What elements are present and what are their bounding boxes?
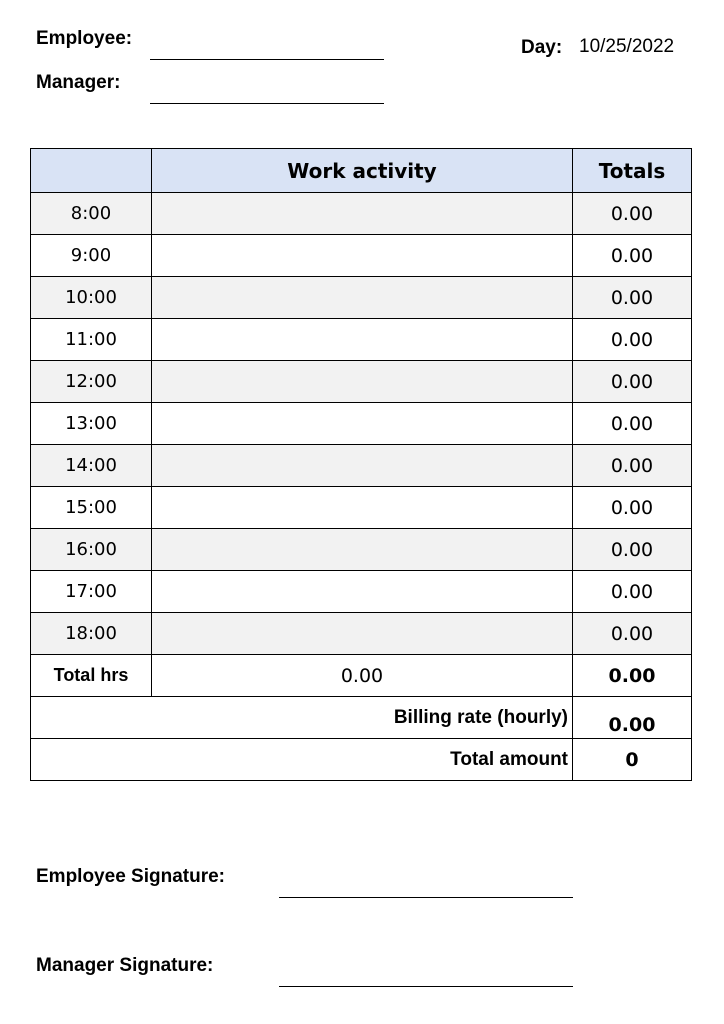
manager-signature-field[interactable] <box>279 986 573 987</box>
total-cell: 0.00 <box>573 487 692 529</box>
column-header-totals: Totals <box>573 149 692 193</box>
total-cell: 0.00 <box>573 277 692 319</box>
manager-field[interactable] <box>150 103 384 104</box>
total-amount-row <box>31 739 692 781</box>
total-cell: 0.00 <box>573 613 692 655</box>
column-header-time <box>31 149 152 193</box>
table-row <box>31 319 692 361</box>
activity-cell[interactable] <box>152 529 573 571</box>
total-cell: 0.00 <box>573 445 692 487</box>
time-cell: 11:00 <box>31 319 152 361</box>
table-row <box>31 235 692 277</box>
table-row <box>31 529 692 571</box>
activity-cell[interactable] <box>152 403 573 445</box>
billing-rate-label: Billing rate (hourly) <box>31 697 573 739</box>
total-hrs-total-value: 0.00 <box>573 655 692 697</box>
table-row <box>31 277 692 319</box>
table-row <box>31 445 692 487</box>
billing-rate-row <box>31 697 692 739</box>
employee-signature-label: Employee Signature: <box>36 866 225 887</box>
table-row <box>31 193 692 235</box>
employee-label: Employee: <box>36 28 133 49</box>
time-cell: 14:00 <box>31 445 152 487</box>
manager-signature-label: Manager Signature: <box>36 955 214 976</box>
table-row <box>31 403 692 445</box>
employee-signature-field[interactable] <box>279 897 573 898</box>
billing-rate-value[interactable]: 0.00 <box>573 697 692 739</box>
time-cell: 13:00 <box>31 403 152 445</box>
total-cell: 0.00 <box>573 319 692 361</box>
table-header-row <box>31 149 692 193</box>
total-cell: 0.00 <box>573 193 692 235</box>
total-cell: 0.00 <box>573 361 692 403</box>
time-cell: 18:00 <box>31 613 152 655</box>
table-row <box>31 613 692 655</box>
time-cell: 16:00 <box>31 529 152 571</box>
time-cell: 9:00 <box>31 235 152 277</box>
time-cell: 10:00 <box>31 277 152 319</box>
total-cell: 0.00 <box>573 529 692 571</box>
total-cell: 0.00 <box>573 403 692 445</box>
total-hrs-activity-value: 0.00 <box>152 655 573 697</box>
total-amount-label: Total amount <box>31 739 573 781</box>
timesheet-table <box>30 148 692 781</box>
total-cell: 0.00 <box>573 571 692 613</box>
activity-cell[interactable] <box>152 361 573 403</box>
day-value: 10/25/2022 <box>579 36 675 57</box>
time-cell: 12:00 <box>31 361 152 403</box>
total-hrs-row <box>31 655 692 697</box>
total-amount-value: 0 <box>573 739 692 781</box>
employee-field[interactable] <box>150 59 384 60</box>
total-cell: 0.00 <box>573 235 692 277</box>
activity-cell[interactable] <box>152 613 573 655</box>
total-hrs-label: Total hrs <box>31 655 152 697</box>
table-row <box>31 361 692 403</box>
table-row <box>31 487 692 529</box>
manager-label: Manager: <box>36 72 121 93</box>
day-label: Day: <box>521 37 563 58</box>
activity-cell[interactable] <box>152 277 573 319</box>
time-cell: 17:00 <box>31 571 152 613</box>
table-row <box>31 571 692 613</box>
activity-cell[interactable] <box>152 571 573 613</box>
time-cell: 8:00 <box>31 193 152 235</box>
activity-cell[interactable] <box>152 487 573 529</box>
activity-cell[interactable] <box>152 235 573 277</box>
activity-cell[interactable] <box>152 193 573 235</box>
activity-cell[interactable] <box>152 445 573 487</box>
activity-cell[interactable] <box>152 319 573 361</box>
column-header-work-activity: Work activity <box>152 149 573 193</box>
time-cell: 15:00 <box>31 487 152 529</box>
